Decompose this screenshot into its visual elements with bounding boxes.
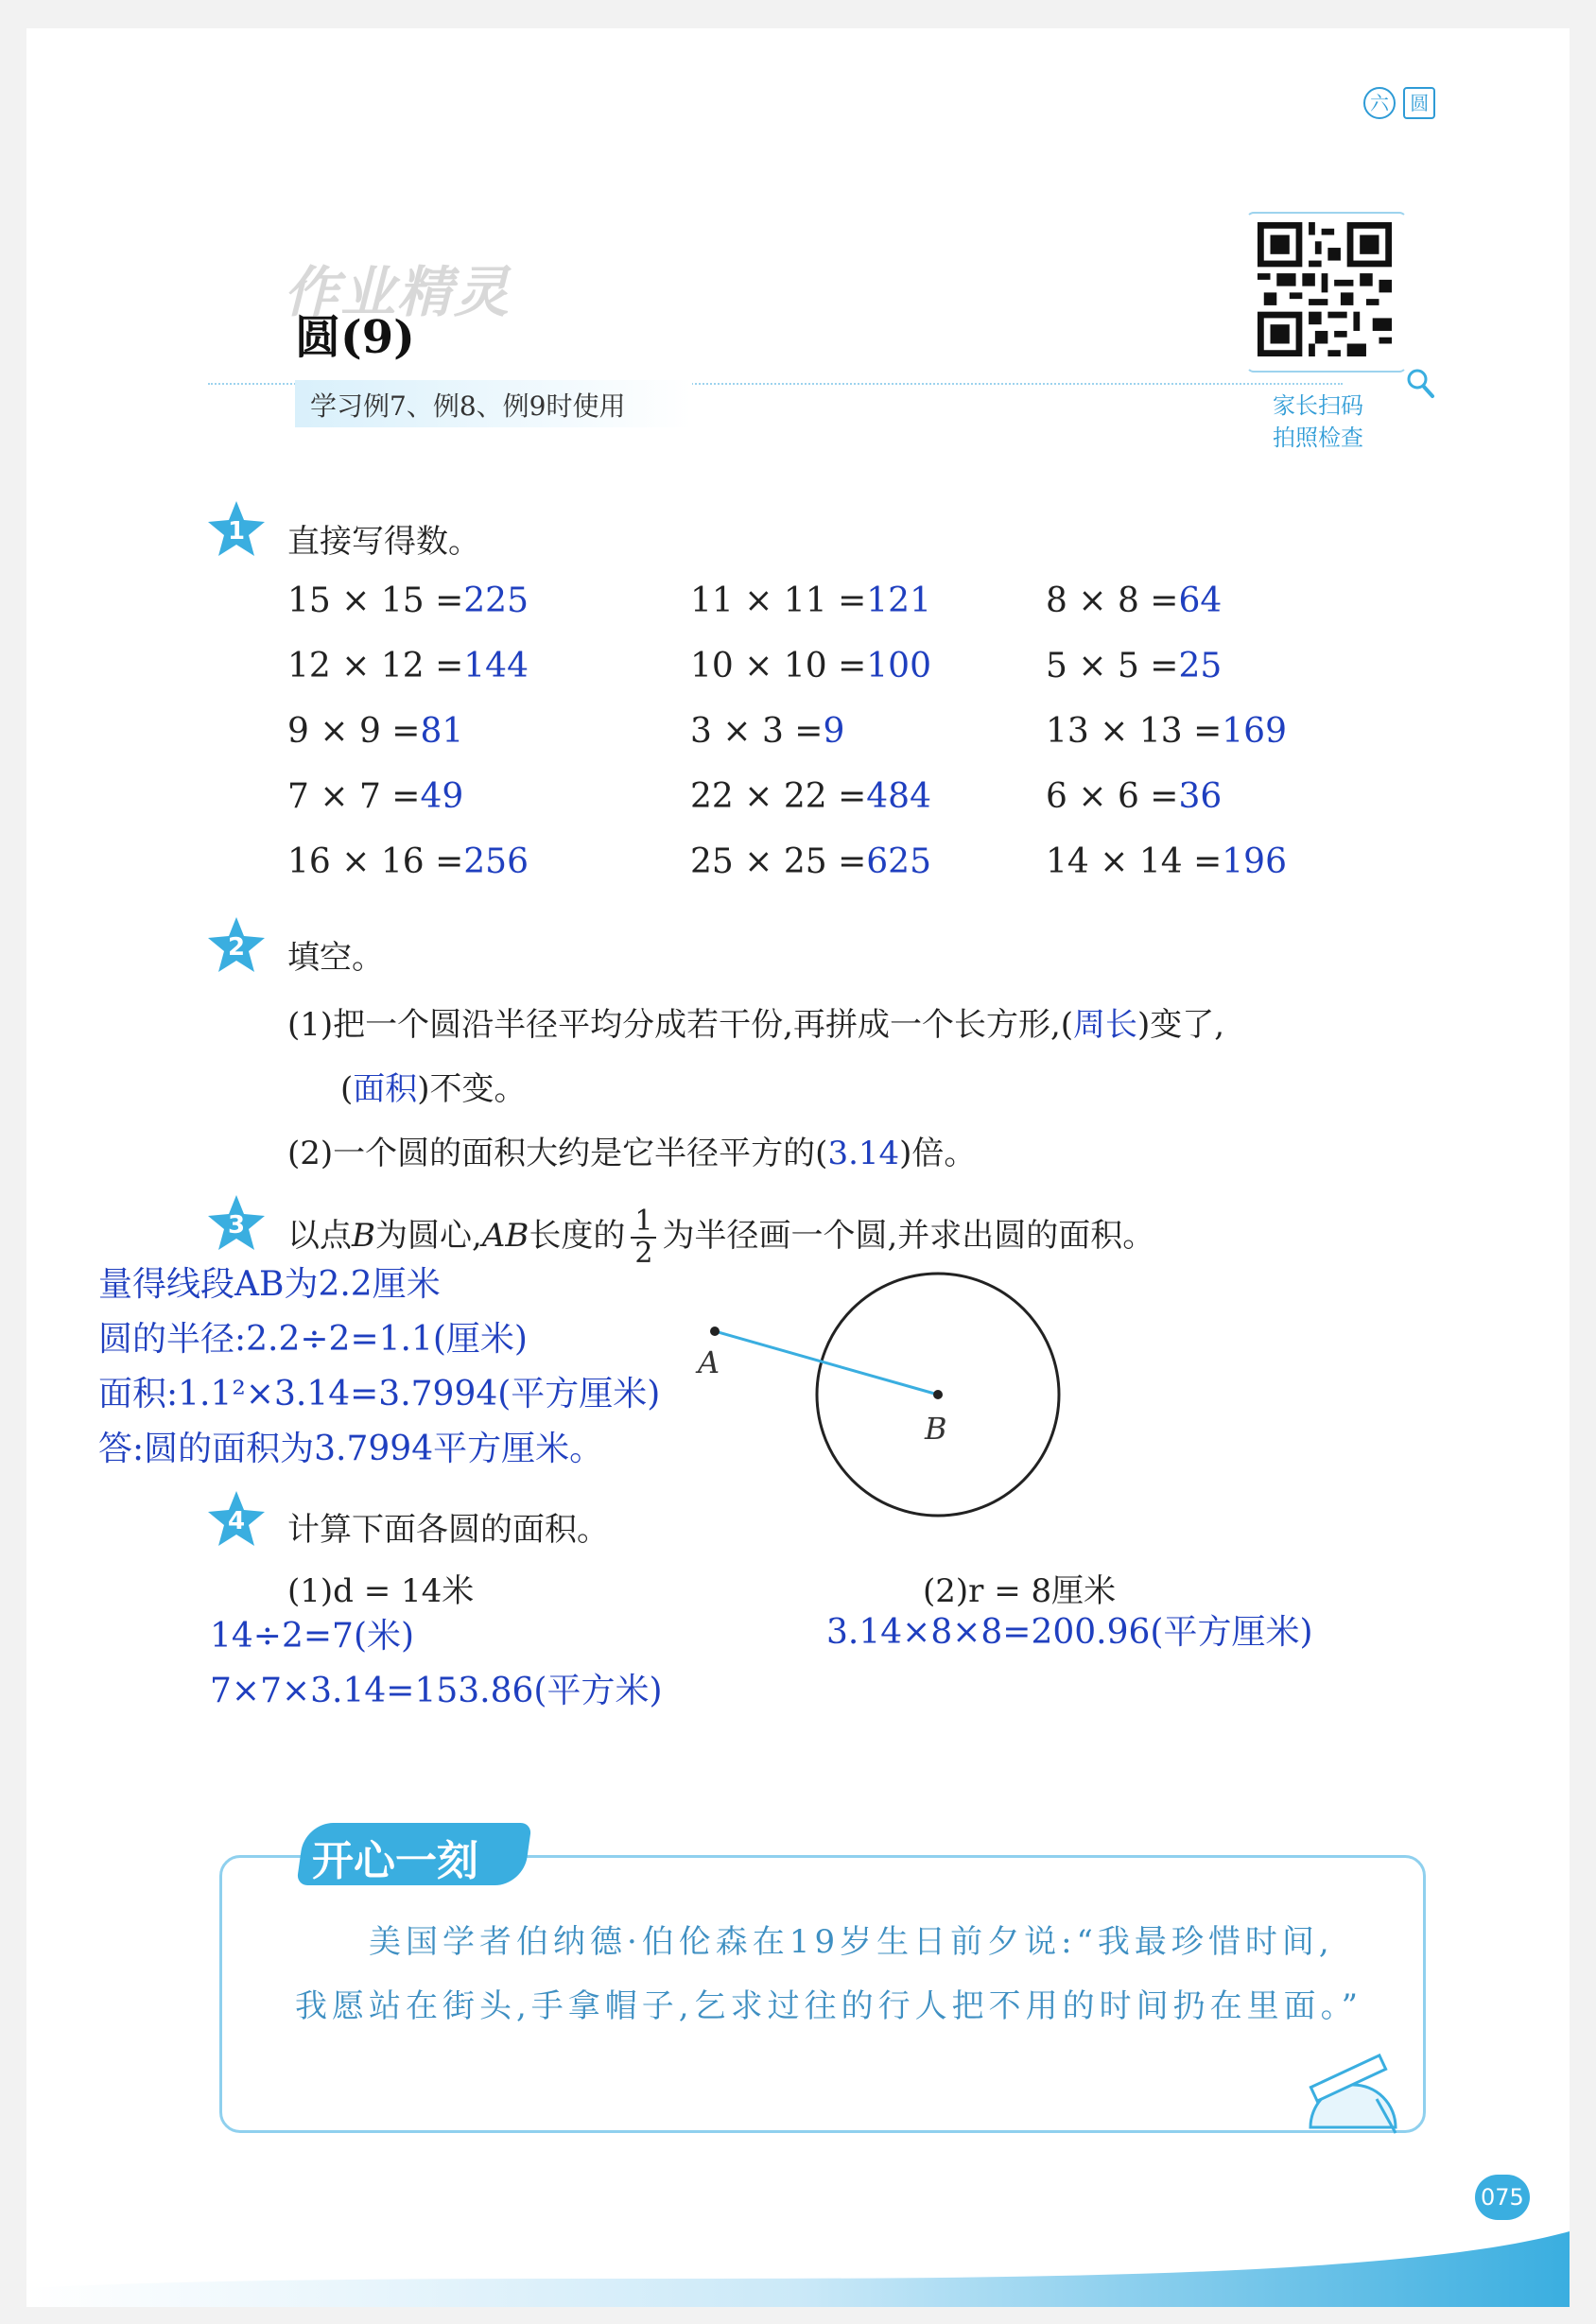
q4-work-line: 14÷2=7(米) bbox=[210, 1617, 415, 1656]
circle-figure bbox=[681, 1257, 1097, 1541]
q2-p1-text-c: ( bbox=[340, 1070, 354, 1108]
q1-answer: 121 bbox=[866, 581, 931, 620]
page-subtitle: 学习例7、例8、例9时使用 bbox=[310, 390, 626, 422]
q1-answer: 100 bbox=[866, 647, 931, 685]
q1-item bbox=[287, 777, 463, 816]
q3-work-line: 量得线段AB为2.2厘米 bbox=[98, 1265, 441, 1304]
q3-number: 3 bbox=[227, 1211, 246, 1240]
q4-part1-work bbox=[210, 1609, 663, 1719]
q1-prompt: 直接写得数。 bbox=[287, 523, 480, 561]
q1-answer: 25 bbox=[1178, 647, 1223, 685]
q1-answer: 484 bbox=[866, 777, 931, 816]
fun-text: 美国学者伯纳德·伯伦森在19岁生日前夕说:“我最珍惜时间,我愿站在街头,手拿帽子,乞求过往的行人把不用的时间扔在里面。” bbox=[295, 1923, 1362, 2025]
ruler-protractor-icon bbox=[1301, 2052, 1405, 2137]
fun-title: 开心一刻 bbox=[312, 1837, 478, 1885]
q3-work-line: 圆的半径:2.2÷2=1.1(厘米) bbox=[98, 1320, 528, 1359]
label-b: B bbox=[925, 1411, 947, 1447]
q1-answer: 625 bbox=[866, 842, 931, 881]
unit-circle-icon: 圆 bbox=[1403, 87, 1435, 119]
q3-prompt-d: 为半径画一个圆,并求出圆的面积。 bbox=[662, 1217, 1155, 1255]
label-a: A bbox=[698, 1344, 720, 1380]
q1-expression: 15 × 15 = bbox=[287, 581, 464, 620]
q3-prompt-a: 以点 bbox=[287, 1217, 352, 1255]
q1-answer: 225 bbox=[463, 581, 529, 620]
q1-item bbox=[690, 842, 931, 881]
q3-prompt-b: 为圆心, bbox=[375, 1217, 482, 1255]
q1-answer: 196 bbox=[1222, 842, 1287, 881]
q4-part2-work bbox=[826, 1605, 1313, 1660]
q1-expression: 9 × 9 = bbox=[287, 712, 421, 751]
q1-expression: 25 × 25 = bbox=[690, 842, 867, 881]
footer-wave bbox=[26, 2231, 1570, 2307]
q1-item bbox=[287, 647, 529, 685]
q2-p2-answer: 3.14 bbox=[827, 1135, 900, 1172]
q1-answer: 64 bbox=[1178, 581, 1223, 620]
q1-answer: 256 bbox=[463, 842, 529, 881]
magnifier-icon bbox=[1405, 367, 1435, 401]
q1-item bbox=[1046, 777, 1222, 816]
q4-work-line: 7×7×3.14=153.86(平方米) bbox=[210, 1672, 663, 1710]
qr-code-icon bbox=[1258, 222, 1392, 356]
q1-item bbox=[1046, 842, 1287, 881]
q1-expression: 11 × 11 = bbox=[690, 581, 867, 620]
point-b bbox=[933, 1390, 943, 1399]
q4-prompt: 计算下面各圆的面积。 bbox=[287, 1511, 609, 1549]
q1-item bbox=[287, 581, 529, 620]
q1-item bbox=[287, 712, 463, 751]
scan-hint-line2: 拍照检查 bbox=[1273, 425, 1363, 451]
q2-p2-text-a: (2)一个圆的面积大约是它半径平方的( bbox=[287, 1135, 828, 1172]
q1-item bbox=[1046, 647, 1222, 685]
q2-p1-text-d: )不变。 bbox=[417, 1070, 527, 1108]
page-number: 075 bbox=[1481, 2184, 1524, 2211]
q2-part1-line1 bbox=[287, 998, 1224, 1045]
segment-ab bbox=[715, 1331, 938, 1395]
star-number-icon bbox=[206, 1193, 267, 1254]
q2-p2-text-b: )倍。 bbox=[899, 1135, 977, 1172]
q3-frac-den: 2 bbox=[634, 1237, 653, 1270]
q2-number: 2 bbox=[227, 933, 246, 962]
q1-expression: 3 × 3 = bbox=[690, 712, 824, 751]
q2-p1-text-b: )变了, bbox=[1137, 1006, 1225, 1044]
logo-watermark: 作业精灵 bbox=[284, 260, 512, 324]
q1-expression: 14 × 14 = bbox=[1046, 842, 1223, 881]
star-number-icon bbox=[206, 1489, 267, 1550]
q1-answer: 9 bbox=[823, 712, 845, 751]
q4-part2-label: (2)r = 8厘米 bbox=[923, 1572, 1117, 1610]
star-number-icon bbox=[206, 499, 267, 560]
page-title: 圆(9) bbox=[295, 311, 415, 364]
q1-number: 1 bbox=[227, 517, 246, 546]
q1-expression: 16 × 16 = bbox=[287, 842, 464, 881]
q4-number: 4 bbox=[227, 1507, 246, 1535]
q1-answer: 169 bbox=[1222, 712, 1287, 751]
q2-p1-text-a: (1)把一个圆沿半径平均分成若干份,再拼成一个长方形,( bbox=[287, 1006, 1074, 1044]
q3-work-line: 答:圆的面积为3.7994平方厘米。 bbox=[98, 1430, 604, 1468]
scan-hint-line1: 家长扫码 bbox=[1273, 392, 1363, 419]
q2-part2 bbox=[287, 1127, 976, 1173]
q2-part1-line2 bbox=[340, 1063, 527, 1109]
q1-item bbox=[1046, 581, 1222, 620]
q1-expression: 10 × 10 = bbox=[690, 647, 867, 685]
q1-item bbox=[690, 712, 844, 751]
q2-prompt: 填空。 bbox=[287, 939, 384, 977]
q1-item bbox=[1046, 712, 1287, 751]
star-number-icon bbox=[206, 915, 267, 976]
q3-work bbox=[98, 1257, 660, 1477]
q1-item bbox=[690, 777, 931, 816]
q1-expression: 8 × 8 = bbox=[1046, 581, 1179, 620]
q1-answer: 144 bbox=[463, 647, 529, 685]
q2-p1-answer2: 面积 bbox=[353, 1070, 418, 1108]
q3-segment-ab: AB bbox=[481, 1217, 529, 1255]
q1-expression: 6 × 6 = bbox=[1046, 777, 1179, 816]
q1-expression: 12 × 12 = bbox=[287, 647, 464, 685]
q1-answer: 36 bbox=[1178, 777, 1223, 816]
q1-expression: 7 × 7 = bbox=[287, 777, 421, 816]
q1-item bbox=[690, 581, 931, 620]
q3-prompt-c: 长度的 bbox=[529, 1217, 626, 1255]
q1-item bbox=[690, 647, 931, 685]
q2-p1-answer1: 周长 bbox=[1073, 1006, 1138, 1044]
q1-expression: 5 × 5 = bbox=[1046, 647, 1179, 685]
unit-tag bbox=[1363, 87, 1435, 119]
q4-work-line: 3.14×8×8=200.96(平方厘米) bbox=[826, 1613, 1313, 1652]
point-a bbox=[710, 1327, 720, 1336]
q1-expression: 13 × 13 = bbox=[1046, 712, 1223, 751]
unit-number: 六 bbox=[1363, 87, 1396, 119]
q1-expression: 22 × 22 = bbox=[690, 777, 867, 816]
q1-answer: 81 bbox=[420, 712, 464, 751]
q1-answer: 49 bbox=[420, 777, 464, 816]
scan-hint bbox=[1273, 390, 1386, 454]
q1-item bbox=[287, 842, 529, 881]
q3-work-line: 面积:1.1²×3.14=3.7994(平方厘米) bbox=[98, 1375, 661, 1413]
q3-frac-num: 1 bbox=[631, 1206, 656, 1239]
q3-point-b: B bbox=[352, 1217, 375, 1255]
q4-part1-label: (1)d = 14米 bbox=[287, 1572, 475, 1610]
